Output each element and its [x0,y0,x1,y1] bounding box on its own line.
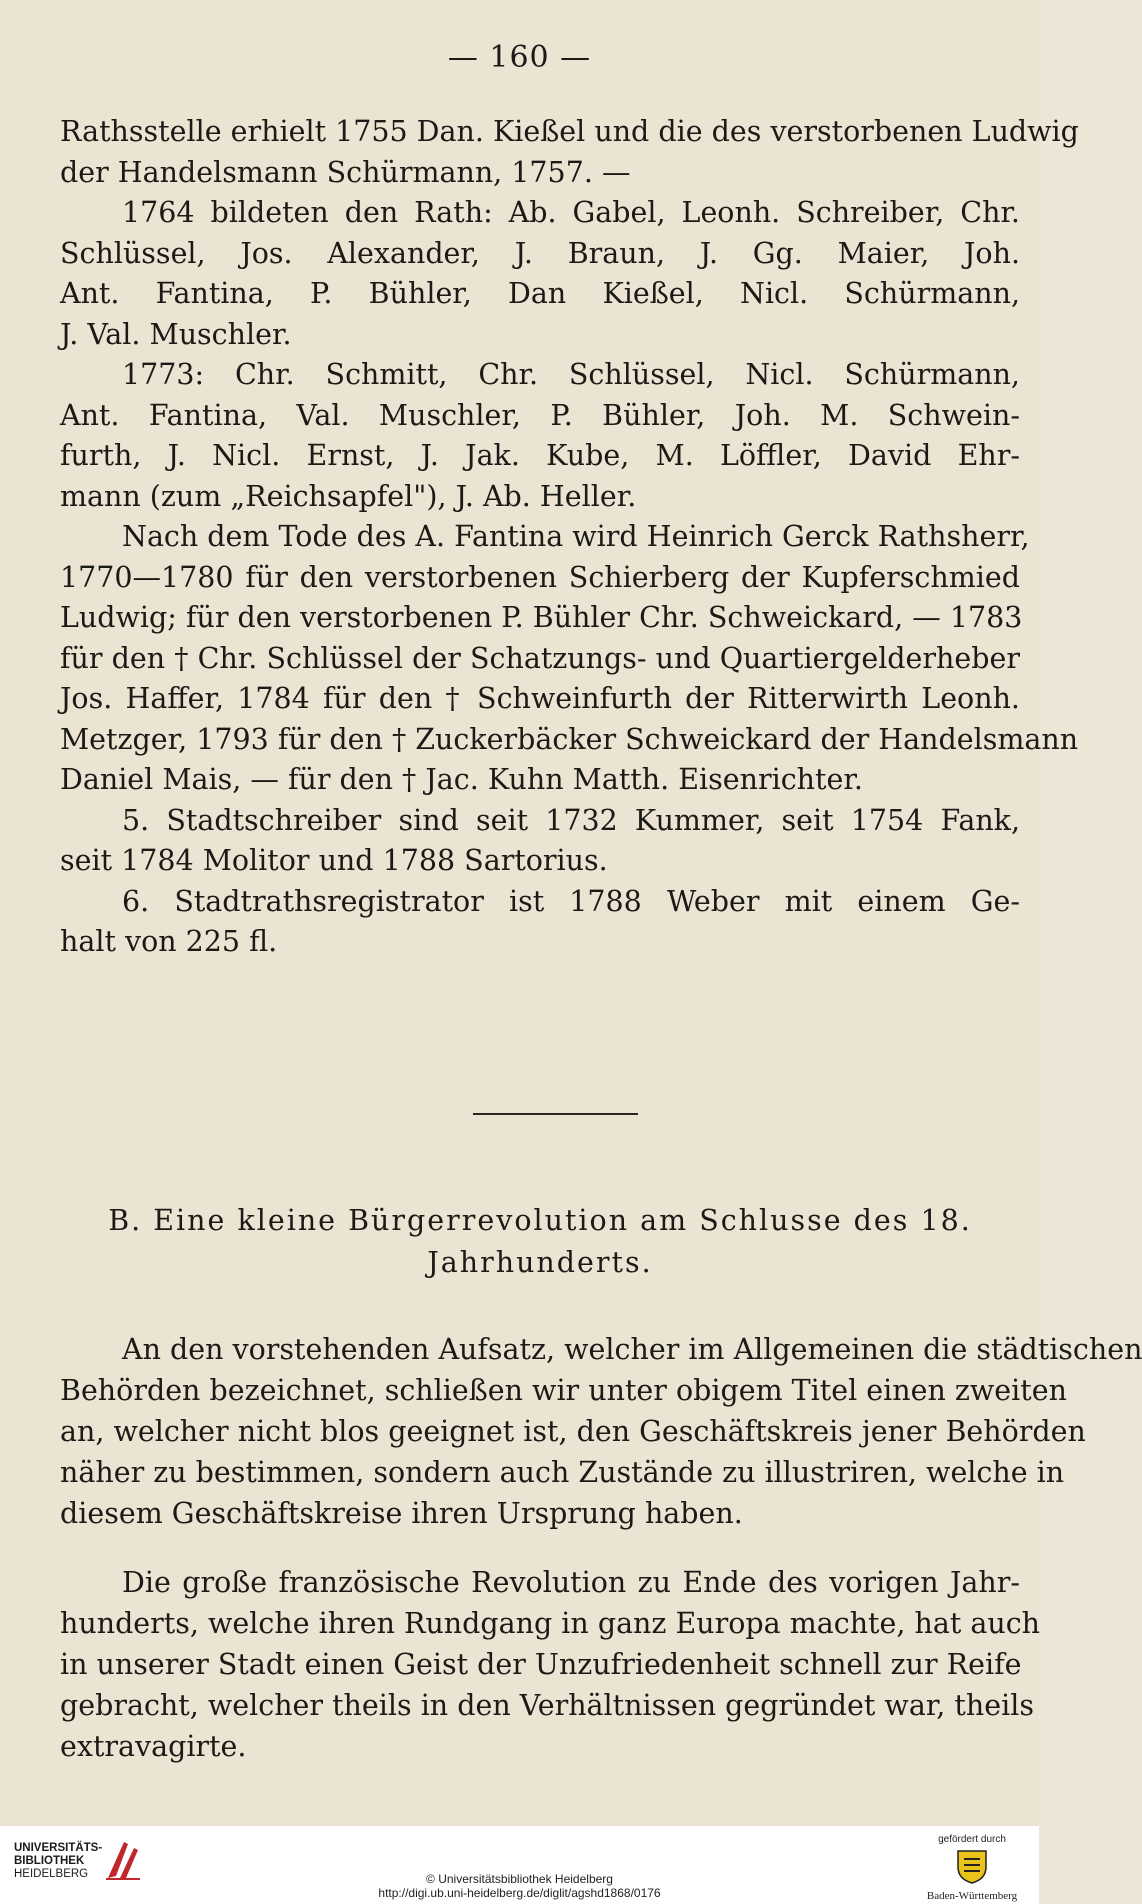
text-line: an, welcher nicht blos geeignet ist, den Geschäftskreis jener Behörden [60,1414,1086,1448]
text-line: Ludwig; für den verstorbenen P. Bühler Chr. Schweickard, — 1783 [60,601,1023,634]
text-line: Nach dem Tode des A. Fantina wird Heinrich Gerck Rathsherr, [122,520,1030,553]
body-text-section-b [60,1300,1142,1796]
text-line: diesem Geschäftskreise ihren Ursprung haben. [60,1496,743,1530]
text-line: mann (zum „Reichsapfel"), J. Ab. Heller. [60,479,637,513]
sponsor-label: gefördert durch [938,1834,1006,1845]
text-line: Die große französische Revolution zu Ende des vorigen Jahr- [122,1566,1020,1599]
section-heading [60,1200,1020,1284]
page-number: — 160 — [447,40,592,75]
logo-line-2: BIBLIOTHEK [14,1855,85,1867]
text-line: Jos. Haffer, 1784 für den † Schweinfurth der Ritterwirth Leonh. [60,682,1020,715]
a-paragraph [60,112,1079,193]
text-line: halt von 225 fl. [60,925,278,958]
text-line: An den vorstehenden Aufsatz, welcher im Allgemeinen die städtischen [122,1332,1142,1366]
text-line: gebracht, welcher theils in den Verhältnissen gegründet war, theils [60,1689,1034,1722]
text-line: Rathsstelle erhielt 1755 Dan. Kießel und die des verstorbenen Ludwig [60,115,1079,148]
text-line: J. Val. Muschler. [60,317,292,351]
text-line: Metzger, 1793 für den † Zuckerbäcker Schweickard der Handelsmann [60,722,1079,756]
text-line: 1764 bildeten den Rath: Ab. Gabel, Leonh. Schreiber, Chr. [122,196,1020,229]
a-paragraph [60,801,1020,882]
text-line: extravagirte. [60,1730,247,1763]
logo-line-1: UNIVERSITÄTS- [14,1842,103,1854]
text-line: näher zu bestimmen, sondern auch Zustände zu illustriren, welche in [60,1455,1065,1489]
state-crest-icon [952,1847,992,1885]
b-paragraph [60,1329,1142,1534]
section-divider [473,1113,638,1115]
a-paragraph [60,355,1020,517]
text-line: Daniel Mais, — für den † Jac. Kuhn Matth. Eisenrichter. [60,763,863,796]
heading-line-2: Jahrhunderts. [427,1246,653,1279]
logo-line-3: HEIDELBERG [14,1868,89,1880]
a-paragraph [60,517,1079,801]
copyright-text: © Universitätsbibliothek Heidelberg [426,1872,613,1886]
sponsor-name: Baden-Württemberg [926,1890,1018,1902]
sponsor-block [917,1834,1027,1902]
text-line: Ant. Fantina, P. Bühler, Dan Kießel, Nicl. Schürmann, [60,277,1020,310]
text-line: der Handelsmann Schürmann, 1757. — [60,155,631,189]
b-paragraph [60,1562,1041,1767]
text-line: furth, J. Nicl. Ernst, J. Jak. Kube, M. Löffler, David Ehr- [60,439,1020,472]
text-line: 6. Stadtrathsregistrator ist 1788 Weber mit einem Ge- [122,884,1020,918]
footer-bar [0,1826,1039,1904]
a-paragraph [60,193,1020,355]
a-paragraph [60,882,1020,963]
text-line: für den † Chr. Schlüssel der Schatzungs- und Quartiergelderheber [60,641,1020,675]
text-line: Ant. Fantina, Val. Muschler, P. Bühler, Joh. M. Schwein- [60,398,1020,432]
text-line: 1770—1780 für den verstorbenen Schierberg der Kupferschmied [60,560,1020,594]
text-line: 1773: Chr. Schmitt, Chr. Schlüssel, Nicl. Schürmann, [122,358,1020,391]
body-text-section-a [60,112,1079,963]
text-line: Behörden bezeichnet, schließen wir unter obigem Titel einen zweiten [60,1373,1067,1407]
permalink-url[interactable]: http://digi.ub.uni-heidelberg.de/diglit/agshd1868/0176 [378,1886,661,1900]
text-line: hunderts, welche ihren Rundgang in ganz Europa machte, hat auch [60,1607,1041,1640]
heading-line-1: B. Eine kleine Bürgerrevolution am Schlusse des 18. [108,1204,972,1237]
text-line: in unserer Stadt einen Geist der Unzufriedenheit schnell zur Reife [60,1648,1022,1681]
text-line: Schlüssel, Jos. Alexander, J. Braun, J. Gg. Maier, Joh. [60,236,1020,270]
text-line: 5. Stadtschreiber sind seit 1732 Kummer, seit 1754 Fank, [122,803,1020,837]
text-line: seit 1784 Molitor und 1788 Sartorius. [60,844,608,877]
